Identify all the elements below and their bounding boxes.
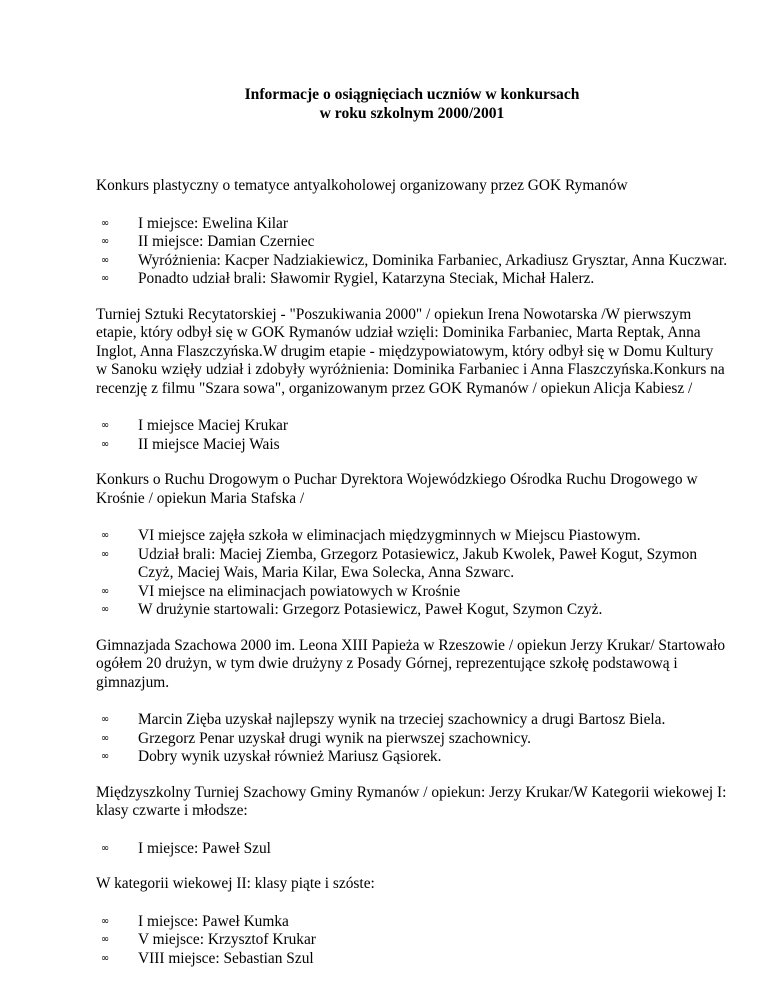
list-item (100, 214, 728, 234)
title-line-1: Informacje o osiągnięciach uczniów w konkursach (244, 86, 580, 103)
bullet-icon: ∞ (100, 915, 110, 927)
list-item (100, 729, 728, 749)
achievement-list (96, 711, 728, 767)
list-item-text: VI miejsce na eliminacjach powiatowych w Krośnie (138, 582, 461, 600)
bullet-icon: ∞ (100, 952, 110, 964)
list-item (100, 270, 728, 289)
list-item (100, 931, 728, 950)
list-item (100, 601, 728, 620)
bullet-icon: ∞ (100, 732, 110, 744)
section-intro: Konkurs plastyczny o tematyce antyalkoholowej organizowany przez GOK Rymanów (96, 177, 628, 194)
list-item-text: I miejsce: Ewelina Kilar (138, 214, 288, 232)
list-item (100, 435, 728, 455)
list-item-text: II miejsce Maciej Wais (138, 435, 280, 453)
list-item (100, 748, 728, 767)
bullet-icon: ∞ (100, 254, 110, 266)
bullet-icon: ∞ (100, 548, 110, 560)
list-item-text: W drużynie startowali: Grzegorz Potasiewicz, Paweł Kogut, Szymon Czyż. (138, 601, 603, 618)
list-item-text: Udział brali: Maciej Ziemba, Grzegorz Potasiewicz, Jakub Kwolek, Paweł Kogut, Szymon Czyż, Maciej Wais, Maria Kilar, Ewa Solecka, Anna Szwarc. (138, 545, 698, 581)
list-item-text: I miejsce Maciej Krukar (138, 417, 288, 434)
list-item (100, 839, 728, 859)
list-item (100, 545, 728, 583)
bullet-icon: ∞ (100, 934, 110, 945)
bullet-icon: ∞ (100, 714, 110, 725)
list-item (100, 417, 728, 436)
list-item-text: Ponadto udział brali: Sławomir Rygiel, Katarzyna Steciak, Michał Halerz. (138, 270, 595, 287)
bullet-icon: ∞ (100, 842, 110, 854)
list-item-text: II miejsce: Damian Czerniec (138, 233, 315, 250)
list-item (100, 949, 728, 969)
achievement-list (96, 840, 728, 859)
list-item-text: Wyróżnienia: Kacper Nadziakiewicz, Dominika Farbaniec, Arkadiusz Grysztar, Anna Kuczwar. (138, 251, 728, 269)
section-intro: Międzyszkolny Turniej Szachowy Gminy Rymanów / opiekun: Jerzy Krukar/W Kategorii wiekowej I: klasy czwarte i młodsze: (96, 783, 727, 819)
list-item (100, 711, 728, 730)
section-intro: Gimnazjada Szachowa 2000 im. Leona XIII Papieża w Rzeszowie / opiekun Jerzy Krukar/ Startowało ogółem 20 drużyn, w tym dwie drużyny z Posady Górnej, reprezentujące szkołę podstawową i gimnazjum. (96, 636, 726, 691)
bullet-icon: ∞ (100, 438, 110, 450)
list-item-text: VIII miejsce: Sebastian Szul (138, 949, 314, 967)
list-item-text: I miejsce: Paweł Szul (138, 839, 271, 857)
list-item-text: Dobry wynik uzyskał również Mariusz Gąsiorek. (138, 748, 442, 765)
section-intro: Konkurs o Ruchu Drogowym o Puchar Dyrektora Wojewódzkiego Ośrodka Ruchu Drogowego w Krośnie / opiekun Maria Stafska / (96, 471, 698, 507)
title-line-2: w roku szkolnym 2000/2001 (319, 104, 505, 122)
achievement-list (96, 527, 728, 620)
list-item (100, 233, 728, 252)
list-item-text: Grzegorz Penar uzyskał drugi wynik na pierwszej szachownicy. (138, 729, 532, 747)
document-title (96, 86, 728, 123)
list-item (100, 251, 728, 271)
bullet-icon: ∞ (100, 420, 110, 431)
section-intro: W kategorii wiekowej II: klasy piąte i szóste: (96, 875, 375, 892)
bullet-icon: ∞ (100, 217, 110, 229)
achievement-list (96, 417, 728, 454)
list-item (100, 912, 728, 932)
list-item-text: VI miejsce zajęła szkoła w eliminacjach międzygminnych w Miejscu Piastowym. (138, 527, 641, 544)
bullet-icon: ∞ (100, 236, 110, 247)
achievement-list (96, 215, 728, 289)
bullet-icon: ∞ (100, 273, 110, 284)
list-item (100, 582, 728, 602)
achievement-list (96, 913, 728, 969)
section-intro: Turniej Sztuki Recytatorskiej - "Poszukiwania 2000" / opiekun Irena Nowotarska /W pierwszym etapie, który odbył się w GOK Rymanów udział wzięli: Dominika Farbaniec, Marta Reptak, Anna Inglot, Anna Flaszczyńska.W drugim etapie - międzypowiatowym, który odbył się w Domu Kultury w Sanoku wzięły udział i zdobyły wyróżnienia: Dominika Farbaniec i Anna Flaszczyńska.Konkurs na recenzję z filmu "Szara sowa", organizowanym przez GOK Rymanów / opiekun Alicja Kabiesz / (96, 305, 725, 397)
bullet-icon: ∞ (100, 751, 110, 762)
bullet-icon: ∞ (100, 604, 110, 615)
list-item-text: V miejsce: Krzysztof Krukar (138, 931, 316, 948)
bullet-icon: ∞ (100, 530, 110, 541)
list-item-text: Marcin Zięba uzyskał najlepszy wynik na trzeciej szachownicy a drugi Bartosz Biela. (138, 711, 666, 728)
list-item-text: I miejsce: Paweł Kumka (138, 912, 289, 930)
bullet-icon: ∞ (100, 585, 110, 597)
list-item (100, 527, 728, 546)
